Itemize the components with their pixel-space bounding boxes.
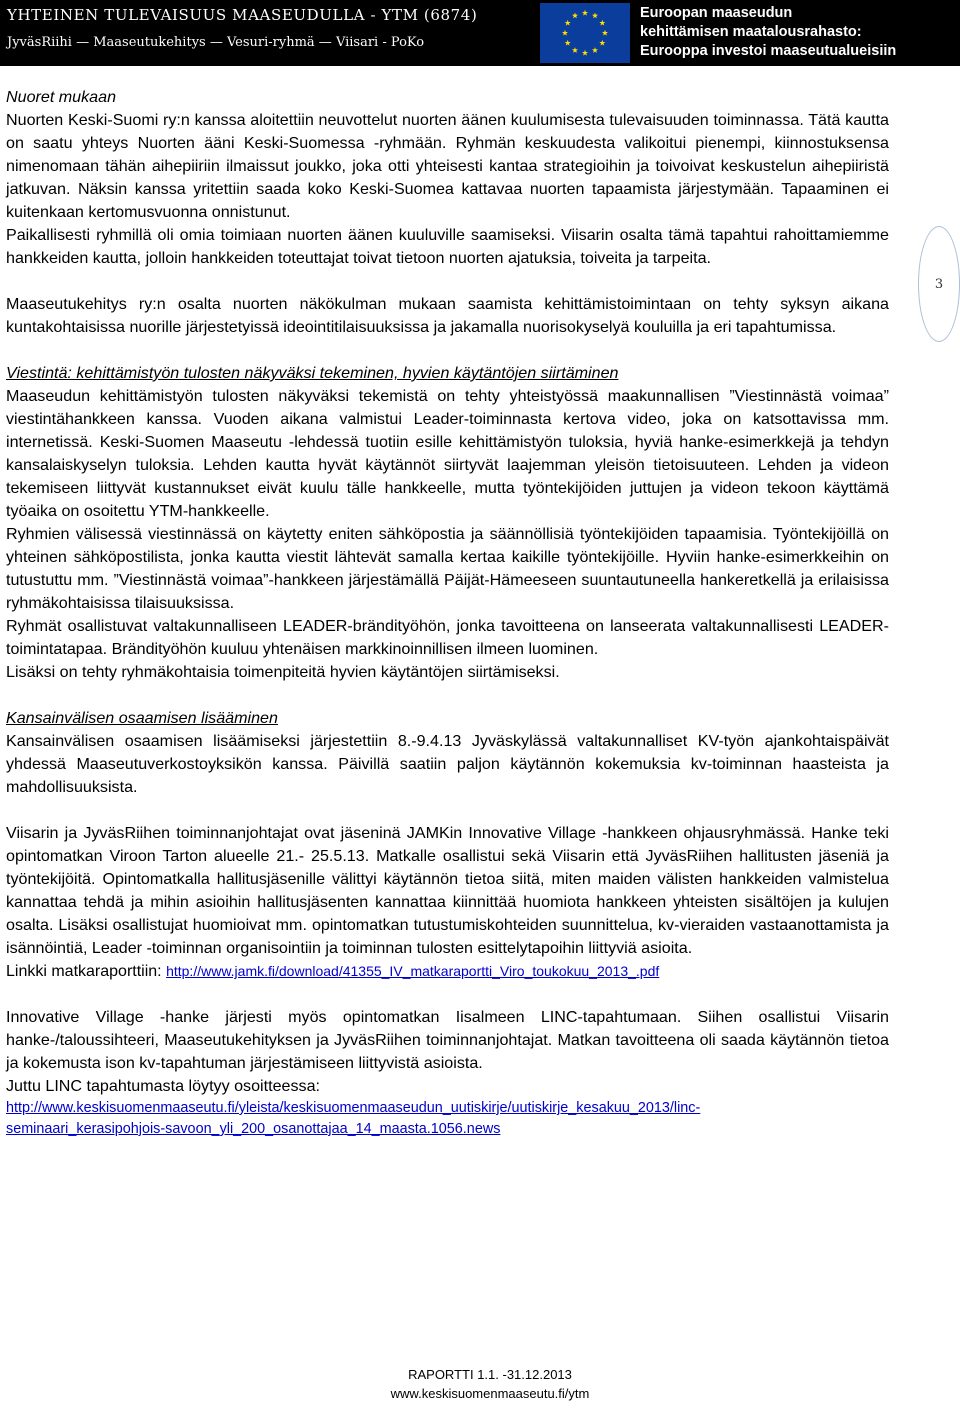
eu-star	[592, 12, 598, 18]
paragraph: Maaseutukehitys ry:n osalta nuorten näkökulman mukaan saamista kehittämistoimintaan on tehty syksyn aikana kuntakohtaisissa nuorille järjestetyissä ideointitilaisuuksissa ja jakamalla nuorisokyselyä kouluilla ja eri tapahtumissa.	[6, 295, 889, 336]
eu-star	[582, 10, 588, 16]
paragraph: Juttu LINC tapahtumasta löytyy osoitteessa:	[6, 1077, 320, 1095]
eu-star	[572, 47, 578, 53]
report-link[interactable]: http://www.jamk.fi/download/41355_IV_matkaraportti_Viro_toukokuu_2013_.pdf	[166, 963, 660, 979]
eu-star	[582, 50, 588, 56]
section-heading-communication: Viestintä: kehittämistyön tulosten näkyväksi tekeminen, hyvien käytäntöjen siirtäminen	[6, 364, 619, 382]
section-heading-international: Kansainvälisen osaamisen lisääminen	[6, 709, 278, 727]
project-title: YHTEINEN TULEVAISUUS MAASEUDULLA - YTM (6874)	[7, 6, 478, 24]
eu-star	[599, 40, 605, 46]
paragraph: Ryhmien välisessä viestinnässä on käytetty eniten sähköpostia ja säännöllisiä työntekijöiden tapaamisia. Työntekijöillä on yhteinen sähköpostilista, jonka kautta viestit lähtevät samalla kertaa kaikille työntekijöille. Hyviin hanke-esimerkkeihin on tutustuttu mm. ”Viestinnästä voimaa”-hankkeen järjestämällä Päijät-Hämeeseen suuntautuneella hankeretkellä ja erilaisissa ryhmäkohtaisissa tilaisuuksissa.	[6, 525, 889, 612]
linc-link-line-1[interactable]: http://www.keskisuomenmaaseutu.fi/yleista/keskisuomenmaaseudun_uutiskirje/uutiskirje_kesakuu_2013/linc-	[6, 1100, 701, 1116]
paragraph: Lisäksi on tehty ryhmäkohtaisia toimenpiteitä hyvien käytäntöjen siirtämiseksi.	[6, 663, 560, 681]
eu-flag-icon	[540, 3, 630, 63]
eu-line-2: kehittämisen maatalousrahasto:	[640, 24, 862, 40]
eu-line-3: Eurooppa investoi maaseutualueisiin	[640, 43, 897, 59]
eu-star	[592, 47, 598, 53]
document-body	[6, 86, 889, 1140]
paragraph: Viisarin ja JyväsRiihen toiminnanjohtajat ovat jäseninä JAMKin Innovative Village -hankkeen ohjausryhmässä. Hanke teki opintomatkan Viroon Tarton alueelle 21.- 25.5.13. Matkalle osallistui sekä Viisarin että JyväsRiihen hallitusten jäseniä ja työntekijöitä. Opintomatkalla hallitusjäsenille välittyi käytännön tietoa siitä, miten maiden välisten hankkeiden valmistelua kannattaa tehdä ja mihin asioihin hallitusjäsenten kannattaa kiinnittää huomiota hankkeen yhteisten sisältöjen ja kulujen osalta. Lisäksi osallistujat huomioivat mm. opintomatkan tutustumiskohteiden suunnittelua, kv-vieraiden vastaanottamista ja isännöintiä, Leader -toiminnan organisointiin ja toiminnan tulosten esittelytapoihin liittyviä asioita.	[6, 824, 889, 957]
project-title-block	[7, 4, 532, 54]
paragraph: Paikallisesti ryhmillä oli omia toimiaan nuorten äänen kuuluville saamiseksi. Viisarin osalta tämä tapahtui rahoittamiemme hankkeiden kautta, jolloin hankkeiden toteuttajat toivat tietoon nuorten ajatuksia, toiveita ja tarpeita.	[6, 226, 889, 267]
eu-star	[602, 30, 608, 36]
eu-star	[562, 30, 568, 36]
eu-star	[565, 40, 571, 46]
eu-fund-text	[640, 4, 958, 61]
section-heading-youth: Nuoret mukaan	[6, 88, 117, 106]
page-number-badge	[918, 226, 960, 342]
paragraph: Innovative Village -hanke järjesti myös opintomatkan Iisalmeen LINC-tapahtumaan. Siihen osallistui Viisarin hanke-/taloussihteeri, Maaseutukehityksen ja JyväsRiihen toiminnanjohtajat. Matkan tavoitteena oli saada käytännön tietoa ja kokemusta ison kv-tapahtuman järjestämiseen liittyvistä asioista.	[6, 1008, 889, 1072]
paragraph: Kansainvälisen osaamisen lisäämiseksi järjestettiin 8.-9.4.13 Jyväskylässä valtakunnalliset KV-työn ajankohtaispäivät yhdessä Maaseutuverkostoyksikön kanssa. Päivillä saatiin paljon käytännön kokemuksia kv-toiminnan haasteista ja mahdollisuuksista.	[6, 732, 889, 796]
report-link-label: Linkki matkaraporttiin:	[6, 963, 162, 980]
paragraph: Maaseudun kehittämistyön tulosten näkyväksi tekemistä on tehty yhteistyössä maakunnallisen ”Viestinnästä voimaa” viestintähankkeen kanssa. Vuoden aikana valmistui Leader-toiminnasta kertova video, joka on katsottavissa mm. internetissä. Keski-Suomen Maaseutu -lehdessä tuotiin esille kehittämistyön tuloksia, hyviä hanke-esimerkkejä ja tehdyn kansalaiskyselyn tuloksia. Lehden kautta hyvät käytännöt siirtyvät laajemman yleisön tietoisuuteen. Lehden ja videon tekemiseen liittyvät kustannukset eivät kuulu tälle hankkeelle, mutta työntekijöiden juttujen ja videon tekoon käyttämä työaika on osoitettu YTM-hankkeelle.	[6, 387, 889, 520]
eu-line-1: Euroopan maaseudun	[640, 5, 793, 21]
footer-website: www.keskisuomenmaaseutu.fi/ytm	[390, 1386, 590, 1401]
paragraph: Ryhmät osallistuvat valtakunnalliseen LEADER-brändityöhön, jonka tavoitteena on lanseerata valtakunnallisesti LEADER-toimintatapaa. Brändityöhön kuuluu yhtenäisen markkinoinnillisen ilmeen luominen.	[6, 617, 889, 658]
eu-star	[565, 20, 571, 26]
eu-stars	[540, 3, 630, 63]
eu-star	[572, 12, 578, 18]
linc-link-line-2[interactable]: seminaari_kerasipohjois-savoon_yli_200_osanottajaa_14_maasta.1056.news	[6, 1121, 501, 1137]
page-number: 3	[934, 276, 944, 292]
linc-article-link[interactable]	[6, 1098, 889, 1140]
paragraph: Nuorten Keski-Suomi ry:n kanssa aloitettiin neuvottelut nuorten äänen kuulumisesta tulevaisuuden toiminnassa. Tätä kautta on saatu yhteys Nuorten ääni Keski-Suomessa -ryhmään. Ryhmän keskuudesta valikoitui pienempi, kiinnostuksensa nimenomaan tähän aihepiiriin ilmaissut joukko, joka otti yhteisesti kantaa strategioihin ja toivoivat keskustelun aihepiiristä jatkuvan. Näksin kanssa yritettiin saada koko Keski-Suomea kattavaa nuorten tapaamista järjestymään. Tapaaminen ei kuitenkaan kertomusvuonna onnistunut.	[6, 111, 889, 221]
page-footer	[0, 1366, 960, 1404]
report-link-line	[6, 960, 889, 983]
project-partners: JyväsRiihi — Maaseutukehitys — Vesuri-ryhmä — Viisari - PoKo	[7, 35, 425, 50]
eu-star	[599, 20, 605, 26]
header-banner	[0, 0, 960, 66]
footer-report-period: RAPORTTI 1.1. -31.12.2013	[408, 1367, 572, 1382]
